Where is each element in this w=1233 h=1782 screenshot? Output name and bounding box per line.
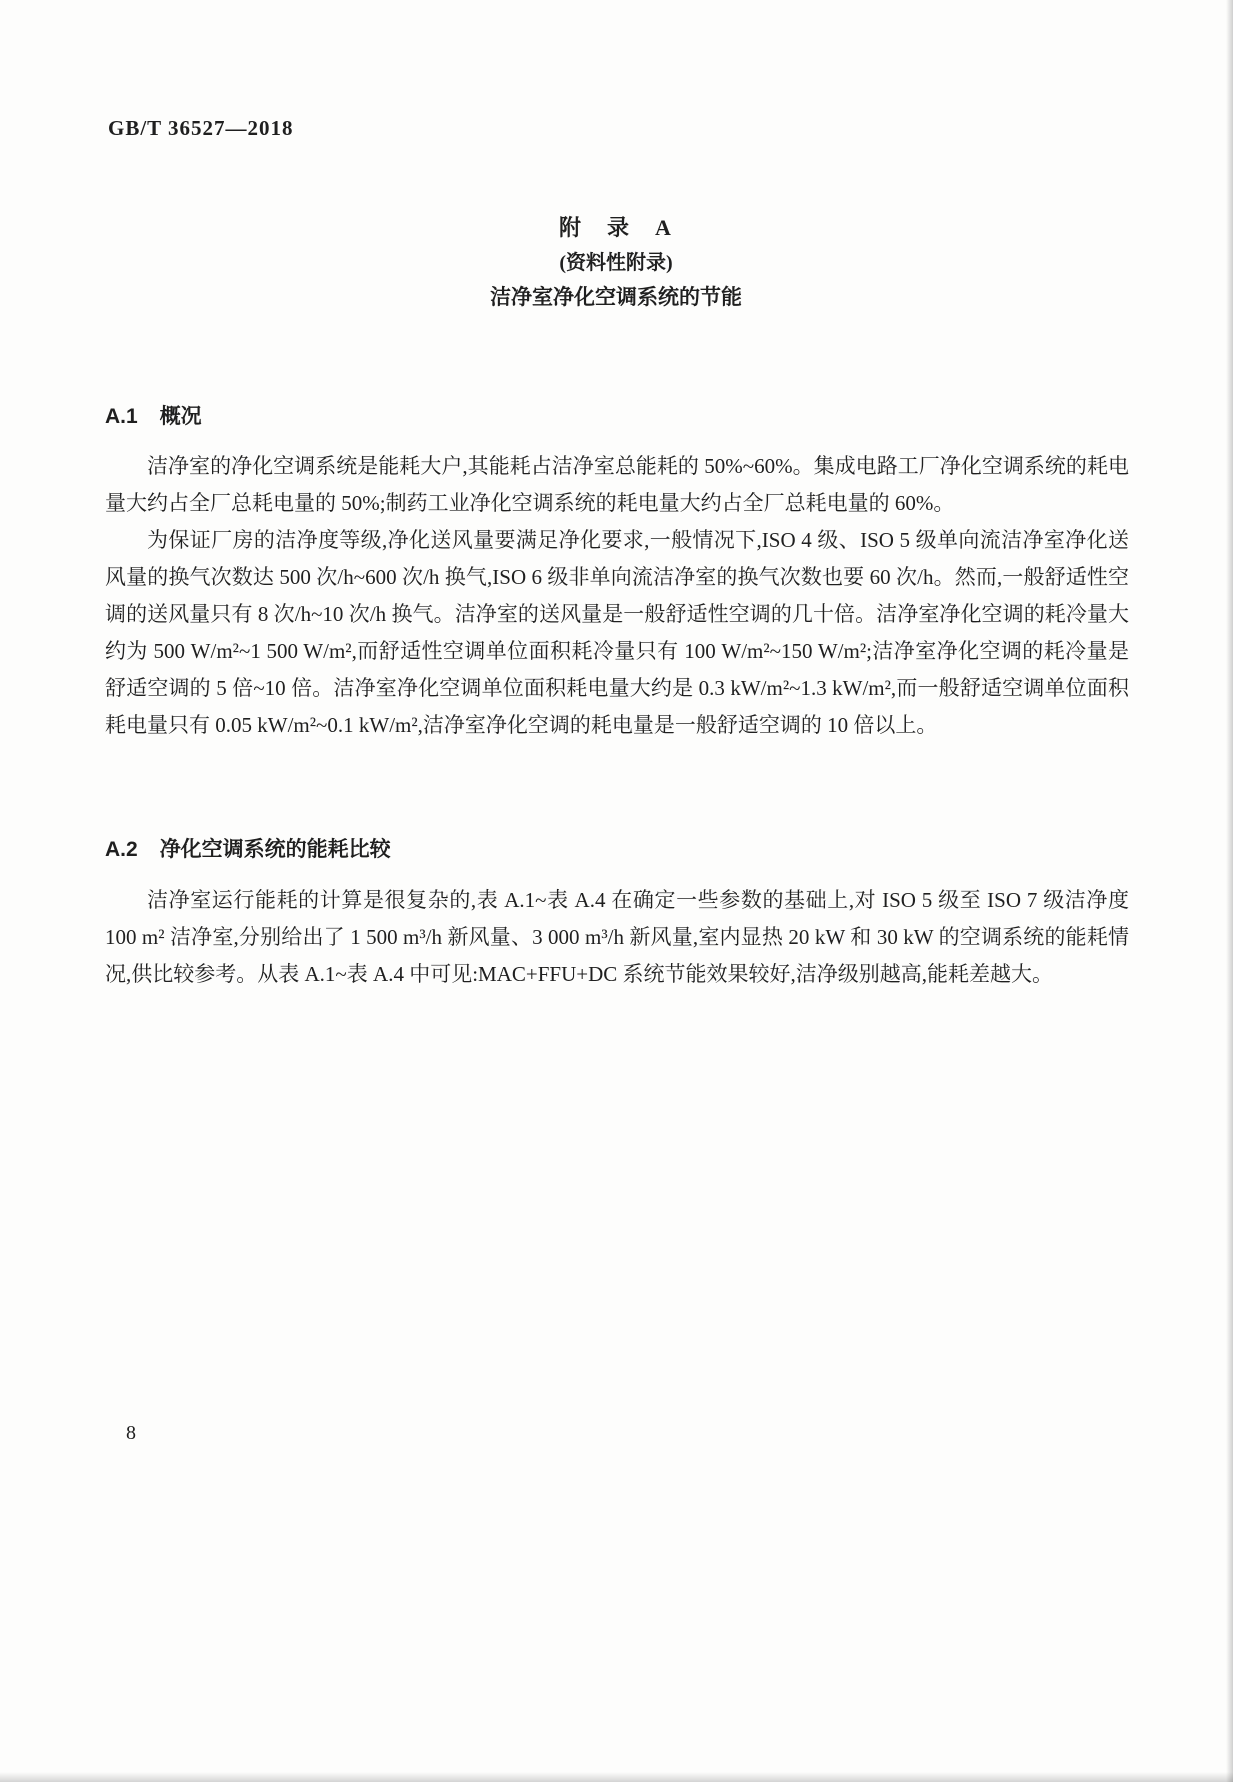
paragraph: 洁净室运行能耗的计算是很复杂的,表 A.1~表 A.4 在确定一些参数的基础上,对 ISO 5 级至 ISO 7 级洁净度 100 m² 洁净室,分别给出了 1 500 m³/h 新风量、3 000 m³/h 新风量,室内显热 20 kW 和 30 kW 的空调系统的能耗情况,供比较参考。从表 A.1~表 A.4 中可见:MAC+FFU+DC 系统节能效果较好,洁净级别越高,能耗差越大。 xyxy=(105,888,1129,986)
section-heading-a1 xyxy=(105,400,202,430)
standard-number-header: GB/T 36527—2018 xyxy=(108,116,294,140)
paragraph: 洁净室的净化空调系统是能耗大户,其能耗占洁净室总能耗的 50%~60%。集成电路工厂净化空调系统的耗电量大约占全厂总耗电量的 50%;制药工业净化空调系统的耗电量大约占全厂总耗电量的 60%。 xyxy=(105,454,1129,515)
page-number: 8 xyxy=(126,1422,136,1444)
paragraph: 为保证厂房的洁净度等级,净化送风量要满足净化要求,一般情况下,ISO 4 级、ISO 5 级单向流洁净室净化送风量的换气次数达 500 次/h~600 次/h 换气,ISO 6 级非单向流洁净室的换气次数也要 60 次/h。然而,一般舒适性空调的送风量只有 8 次/h~10 次/h 换气。洁净室的送风量是一般舒适性空调的几十倍。洁净室净化空调的耗冷量大约为 500 W/m²~1 500 W/m²,而舒适性空调单位面积耗冷量只有 100 W/m²~150 W/m²;洁净室净化空调的耗冷量是舒适空调的 5 倍~10 倍。洁净室净化空调单位面积耗电量大约是 0.3 kW/m²~1.3 kW/m²,而一般舒适空调单位面积耗电量只有 0.05 kW/m²~0.1 kW/m²,洁净室净化空调的耗电量是一般舒适空调的 10 倍以上。 xyxy=(105,528,1129,737)
appendix-subtitle-informative: (资料性附录) xyxy=(559,252,673,274)
section-a2-body xyxy=(105,882,1129,993)
scan-edge-right xyxy=(1226,0,1233,1782)
section-title: 概况 xyxy=(159,405,202,428)
section-number: A.2 xyxy=(105,838,138,861)
section-a1-body xyxy=(105,448,1129,744)
scan-edge-bottom xyxy=(0,1772,1233,1782)
section-number: A.1 xyxy=(105,405,138,428)
appendix-title-block xyxy=(105,210,1127,314)
section-heading-a2 xyxy=(105,833,391,863)
section-title: 净化空调系统的能耗比较 xyxy=(159,838,391,861)
appendix-subject-title: 洁净室净化空调系统的节能 xyxy=(490,285,742,309)
appendix-title: 附 录 A xyxy=(559,215,673,240)
